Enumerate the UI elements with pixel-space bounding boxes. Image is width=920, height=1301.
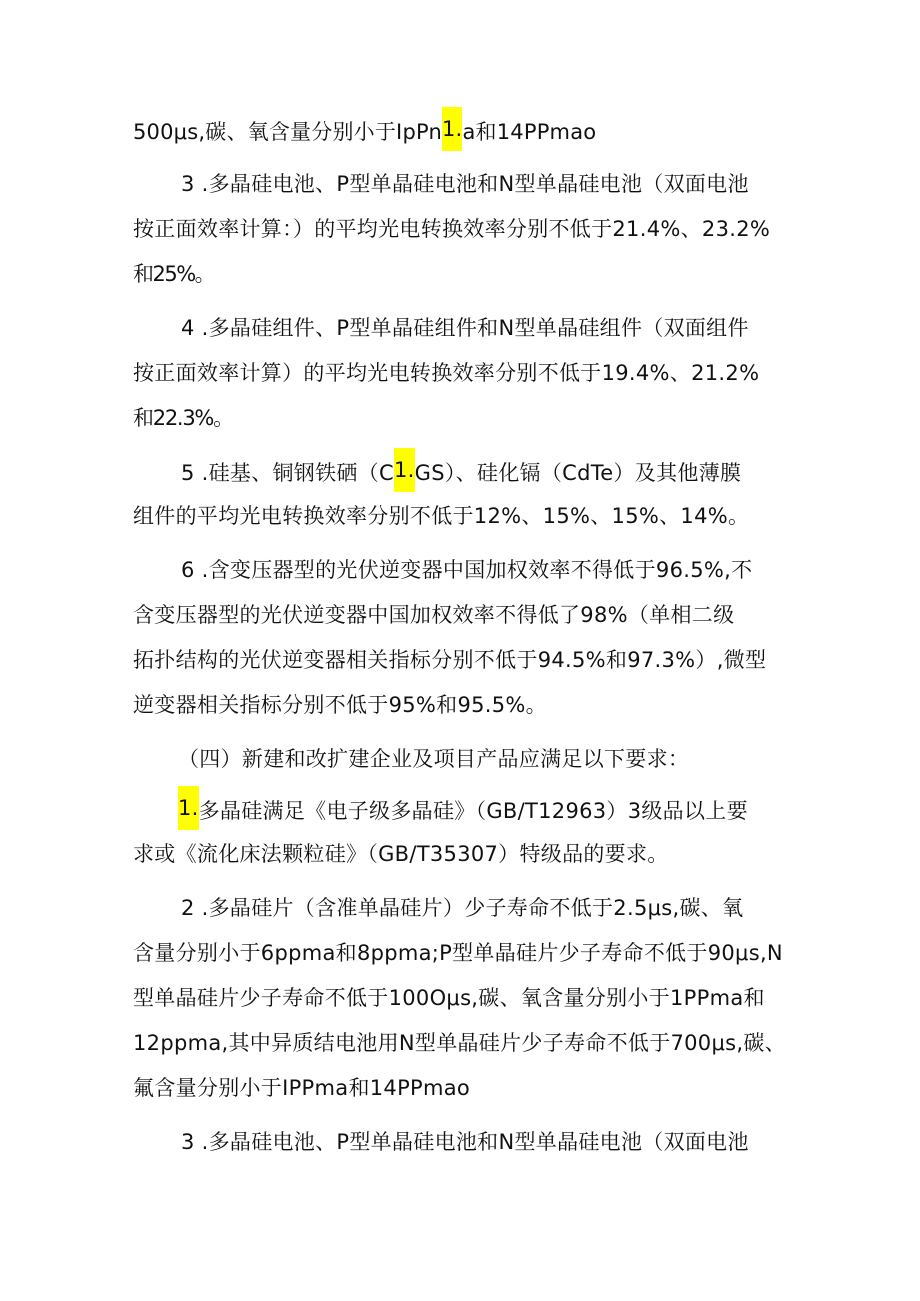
text-line [133,358,788,388]
text-run: 3 .多晶硅电池、P型单晶硅电池和N型单晶硅电池（双面电池 [181,172,749,196]
text-run: 500μs,碳、氧含量分别小于IpPn [133,120,442,144]
text-run: 4 .多晶硅组件、P型单晶硅组件和N型单晶硅组件（双面组件 [181,316,749,340]
text-line [178,744,734,774]
text-line [178,794,787,824]
text-run: 多晶硅满足《电子级多晶硅》（GB/T12963）3级品以上要 [198,799,748,823]
text-run: a和14PPmao [462,120,597,144]
text-run: 求或《流化床法颗粒硅》（GB/T35307）特级品的要求。 [133,842,669,866]
text-line [181,555,793,585]
text-run: 拓扑结构的光伏逆变器相关指标分别不低于94.5%和97.3%）,微型 [133,648,767,672]
text-line [133,501,760,531]
text-line [133,938,793,968]
text-line [133,1073,477,1103]
highlighted-text: 1. [394,448,415,492]
text-line [133,600,793,630]
text-line [133,403,233,433]
text-line [133,983,793,1013]
text-line [181,313,793,343]
text-run: 2 .多晶硅片（含准单晶硅片）少子寿命不低于2.5μs,碳、氧 [181,896,744,920]
highlighted-text: 1. [442,107,462,151]
text-run: 组件的平均光电转换效率分别不低于12%、15%、15%、14%。 [133,504,750,528]
text-run: 和25%。 [133,262,215,286]
text-line [181,169,793,199]
text-line [133,214,793,244]
text-line [133,259,215,289]
text-run: 按正面效率计算）的平均光电转换效率分别不低于19.4%、21.2% [133,361,760,385]
highlighted-text: 1. [178,786,199,830]
text-line [181,893,789,923]
text-run: 6 .含变压器型的光伏逆变器中国加权效率不得低于96.5%,不 [181,558,753,582]
text-line [181,456,789,486]
text-line [133,839,711,869]
text-run: 逆变器相关指标分别不低于95%和95.5%。 [133,693,547,717]
text-run: 3 .多晶硅电池、P型单晶硅电池和N型单晶硅电池（双面电池 [181,1130,749,1154]
text-line [133,1028,799,1058]
text-line [133,645,793,675]
text-line [133,115,596,145]
text-run: GS）、硅化镉（CdTe）及其他薄膜 [414,461,742,485]
text-run: 按正面效率计算：）的平均光电转换效率分别不低于21.4%、23.2% [133,217,771,241]
text-run: 含量分别小于6ppma和8ppma;P型单晶硅片少子寿命不低于90μs,N [133,941,783,965]
text-run: 和22.3%。 [133,406,233,430]
text-run: 12ppma,其中异质结电池用N型单晶硅片少子寿命不低于700μs,碳、 [133,1031,786,1055]
text-run: （四）新建和改扩建企业及项目产品应满足以下要求： [178,747,690,771]
text-run: 氟含量分别小于IPPma和14PPmao [133,1076,471,1100]
text-run: 型单晶硅片少子寿命不低于100Oμs,碳、氧含量分别小于1PPma和 [133,986,765,1010]
text-run: 含变压器型的光伏逆变器中国加权效率不得低了98%（单相二级 [133,603,735,627]
text-line [133,690,551,720]
text-line [181,1127,793,1157]
text-run: 5 .硅基、铜钢铁硒（C [181,461,394,485]
